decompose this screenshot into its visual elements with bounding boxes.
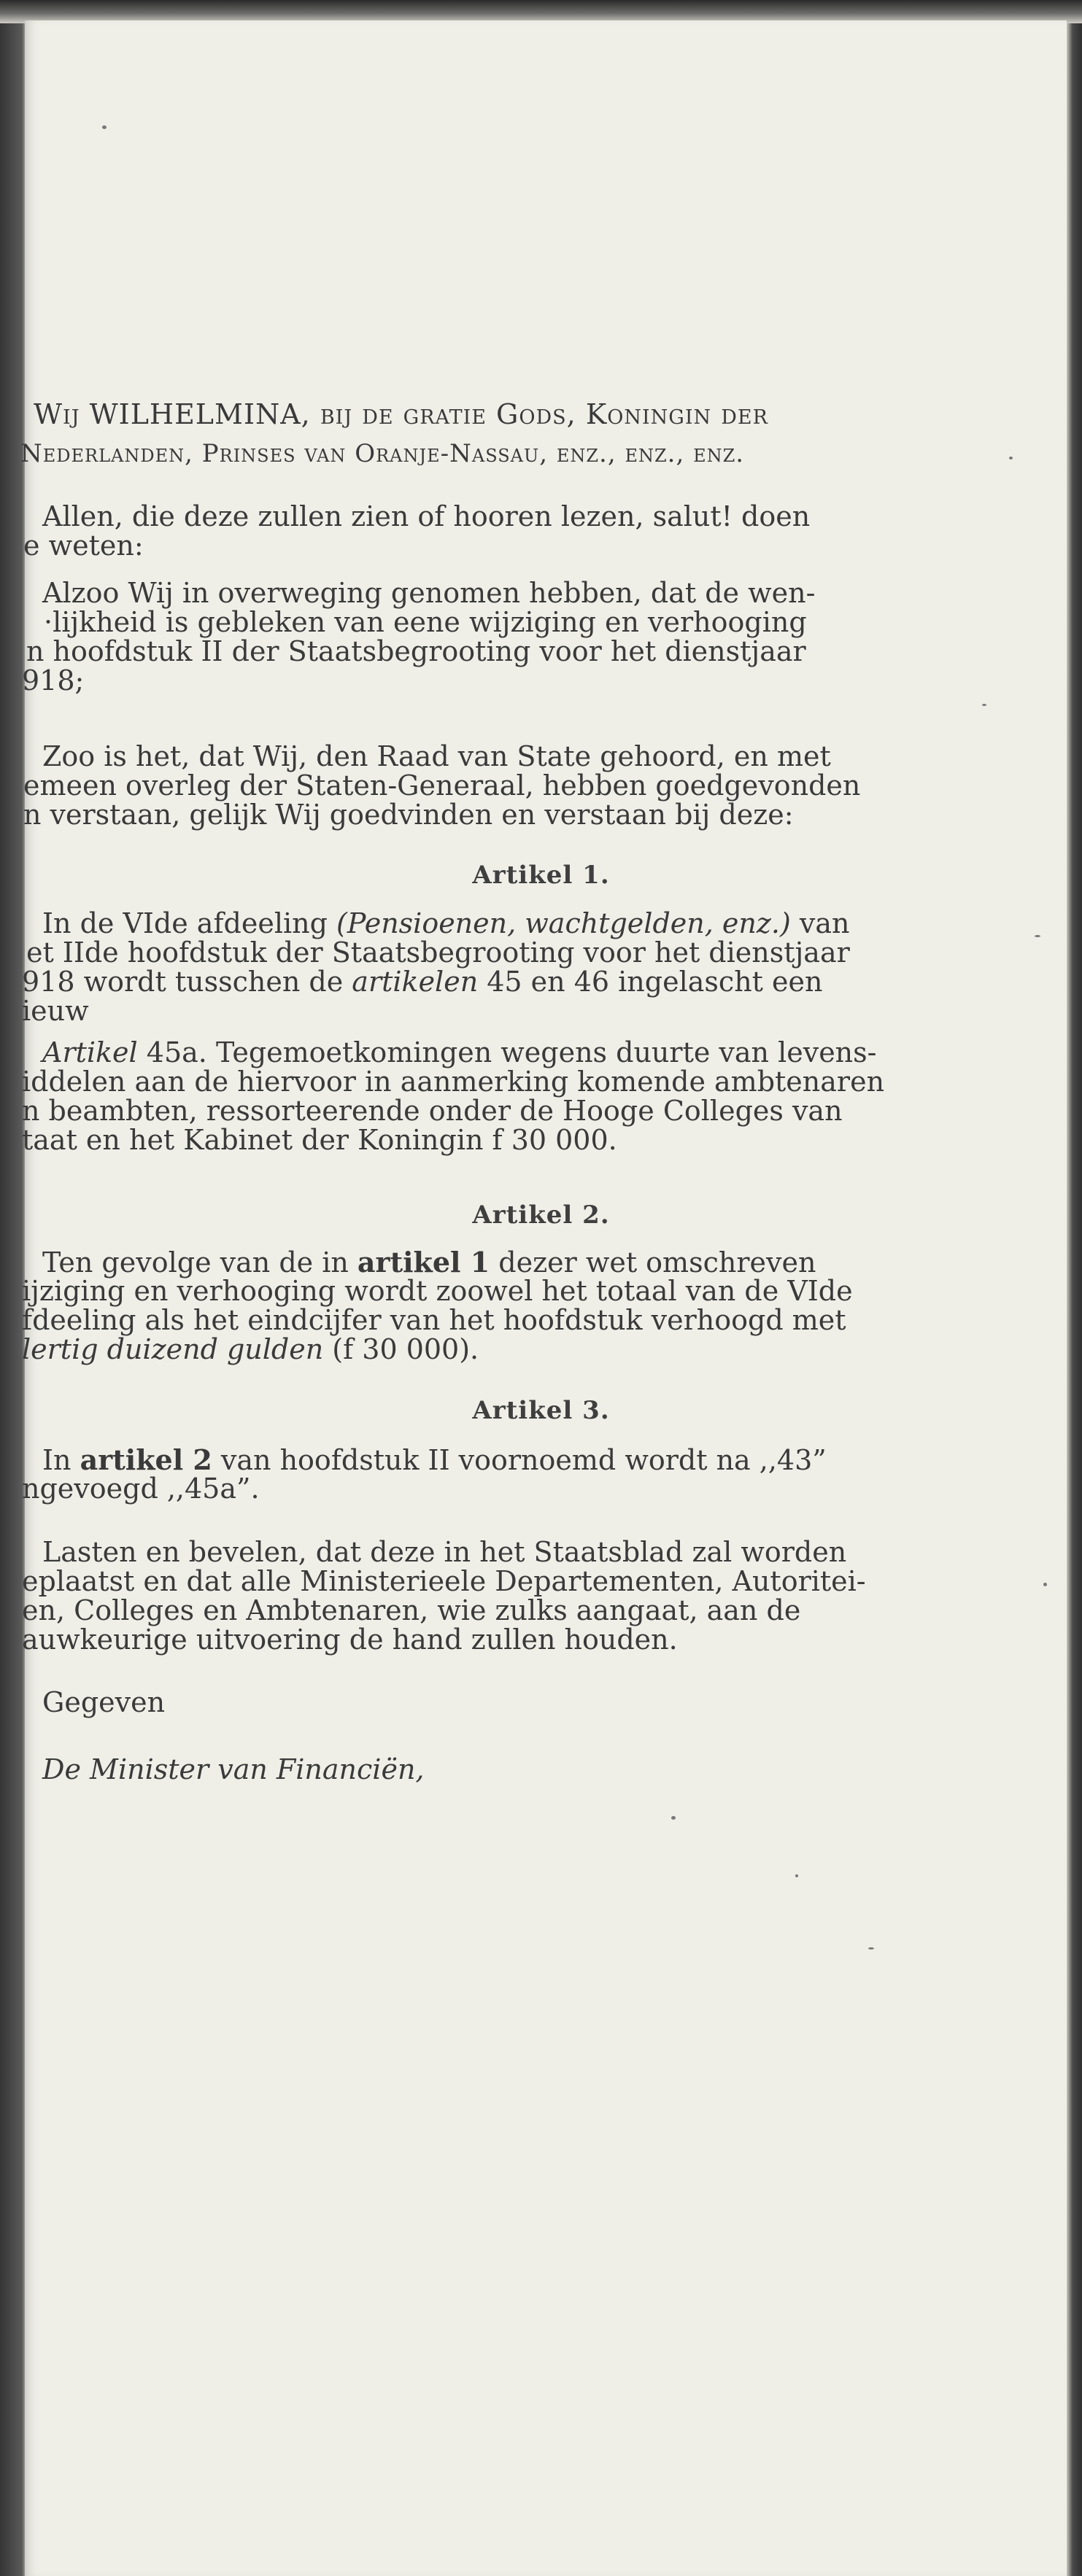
paragraph-4-line-3: en, Colleges en Ambtenaren, wie zulks aangaat, aan de [22,1594,801,1626]
paragraph-1-line-1: Allen, die deze zullen zien of hooren lezen, salut! doen [42,500,811,532]
paragraph-3-line-3: n verstaan, gelijk Wij goedvinden en verstaan bij deze: [23,799,794,831]
preamble-title: bij de gratie Gods, Koningin der [310,398,768,430]
paragraph-2-line-4: 918; [22,664,85,697]
preamble-line-2: Nederlanden, Prinses van Oranje-Nassau, enz., enz., enz. [20,439,745,468]
article-1-line-3: 918 wordt tusschen de artikelen 45 en 46 ingelascht een [22,966,823,998]
article-1-line-8: taat en het Kabinet der Koningin f 30 000. [22,1124,617,1156]
article-2-line-1: Ten gevolge van de in artikel 1 dezer wet omschreven [42,1246,816,1279]
scan-speck [795,1874,798,1877]
scan-speck [1035,935,1040,937]
given-line: Gegeven [42,1686,166,1718]
scan-speck [868,1947,874,1950]
article-3-heading: Artikel 3. [472,1396,610,1425]
paragraph-2-line-2: ·lijkheid is gebleken van eene wijziging en verhooging [44,606,807,638]
article-1-line-4: ieuw [22,995,89,1027]
article-2-line-2: ijziging en verhooging wordt zoowel het totaal van de VIde [22,1275,853,1307]
paragraph-3-line-1: Zoo is het, dat Wij, den Raad van State gehoord, en met [42,740,831,772]
article-1-line-5: Artikel 45a. Tegemoetkomingen wegens duurte van levens- [42,1036,877,1068]
minister-signature-line: De Minister van Financiën, [42,1753,425,1785]
article-3-line-2: ngevoegd ,,45a”. [22,1473,260,1505]
article-1-line-2: et IIde hoofdstuk der Staatsbegrooting voor het dienstjaar [26,936,850,969]
paragraph-4-line-1: Lasten en bevelen, dat deze in het Staatsblad zal worden [42,1536,847,1568]
article-1-section-title: (Pensioenen, wachtgelden, enz.) [336,907,791,939]
scan-speck [671,1816,676,1820]
scan-speck [102,125,107,129]
article-1-line-7: n beambten, ressorteerende onder de Hooge Colleges van [22,1095,843,1127]
scan-speck [1009,457,1013,459]
article-2-line-3: fdeeling als het eindcijfer van het hoofdstuk verhoogd met [22,1304,846,1336]
article-1-line-6: iddelen aan de hiervoor in aanmerking komende ambtenaren [22,1066,885,1098]
scan-speck [982,704,986,706]
article-2-line-4: lertig duizend gulden (f 30 000). [22,1333,479,1365]
article-3-line-1: In artikel 2 van hoofdstuk II voornoemd wordt na ,,43” [42,1443,827,1476]
paragraph-1-line-2: e weten: [23,529,144,562]
paragraph-4-line-2: eplaatst en dat alle Ministerieele Departementen, Autoritei- [22,1565,866,1597]
paragraph-2-line-3: n hoofdstuk II der Staatsbegrooting voor het dienstjaar [26,635,806,667]
preamble-king-name: Wij WILHELMINA, [34,398,311,430]
paragraph-3-line-2: emeen overleg der Staten-Generaal, hebben goedgevonden [23,769,861,802]
preamble-line-1 [34,400,768,430]
article-2-heading: Artikel 2. [472,1200,610,1230]
article-1-line-1: In de VIde afdeeling (Pensioenen, wachtgelden, enz.) van [42,907,850,939]
article-1-heading: Artikel 1. [472,861,610,890]
paragraph-2-line-1: Alzoo Wij in overweging genomen hebben, dat de wen- [42,577,816,609]
scan-speck [1043,1583,1047,1586]
paragraph-4-line-4: auwkeurige uitvoering de hand zullen houden. [22,1623,678,1656]
